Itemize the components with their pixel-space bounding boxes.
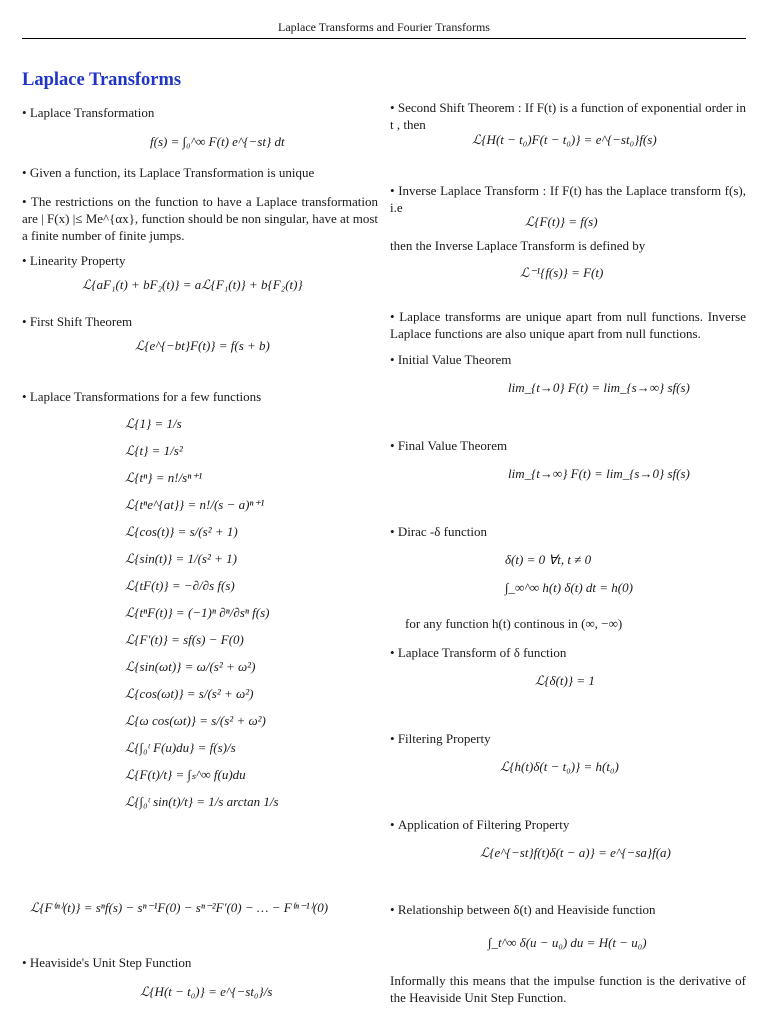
transform-row: ℒ{∫₀ᵗ sin(t)/t} = 1/s arctan 1/s bbox=[125, 794, 279, 809]
transform-row: ℒ{ω cos(ωt)} = s/(s² + ω²) bbox=[125, 713, 266, 728]
item-inverse: • Inverse Laplace Transform : If F(t) has the Laplace transform f(s), i.e bbox=[390, 182, 746, 216]
transform-row: ℒ{F′(t)} = sf(s) − F(0) bbox=[125, 632, 244, 647]
transform-row: ℒ{tF(t)} = −∂/∂s f(s) bbox=[125, 578, 235, 593]
transform-row: ℒ{cos(ωt)} = s/(s² + ω²) bbox=[125, 686, 254, 701]
item-laplace-transformation: • Laplace Transformation bbox=[22, 104, 154, 121]
eq-dirac-2: ∫_∞^∞ h(t) δ(t) dt = h(0) bbox=[505, 580, 633, 595]
item-linearity: • Linearity Property bbox=[22, 252, 125, 269]
transform-list bbox=[125, 410, 279, 815]
eq-inverse-2: ℒ⁻¹{f(s)} = F(t) bbox=[520, 265, 604, 280]
item-initial-value: • Initial Value Theorem bbox=[390, 351, 511, 368]
item-dirac-note: for any function h(t) continous in (∞, −∞) bbox=[405, 616, 623, 631]
transform-row: ℒ{t} = 1/s² bbox=[125, 443, 183, 458]
eq-initial-value: lim_{t→0} F(t) = lim_{s→∞} sf(s) bbox=[508, 380, 690, 395]
item-first-shift: • First Shift Theorem bbox=[22, 313, 132, 330]
eq-nth-derivative: ℒ{F⁽ⁿ⁾(t)} = sⁿf(s) − sⁿ⁻¹F(0) − sⁿ⁻²F′(0) − … − F⁽ⁿ⁻¹⁾(0) bbox=[30, 900, 329, 915]
running-head: Laplace Transforms and Fourier Transforms bbox=[278, 20, 490, 34]
section-title: Laplace Transforms bbox=[22, 70, 182, 90]
item-informally: Informally this means that the impulse function is the derivative of the Heaviside Unit Step Function. bbox=[390, 973, 746, 1005]
eq-app-filtering: ℒ{e^{−st}f(t)δ(t − a)} = e^{−sa}f(a) bbox=[480, 845, 671, 860]
eq-heaviside: ℒ{H(t − t₀)} = e^{−st₀}/s bbox=[140, 984, 273, 999]
item-inverse-then: then the Inverse Laplace Transform is defined by bbox=[390, 238, 646, 253]
item-filtering: • Filtering Property bbox=[390, 730, 491, 747]
transform-row: ℒ{tⁿ} = n!/sⁿ⁺¹ bbox=[125, 470, 203, 485]
item-dirac: • Dirac -δ function bbox=[390, 523, 487, 540]
eq-laplace-definition: f(s) = ∫₀^∞ F(t) e^{−st} dt bbox=[150, 134, 285, 149]
item-restrictions: • The restrictions on the function to have a Laplace transformation are | F(x) |≤ Me^{αx}, function should be non singular, have at most a finite number of finite jumps. bbox=[22, 193, 378, 244]
item-unique-null: • Laplace transforms are unique apart from null functions. Inverse Laplace functions are also unique apart from null functions. bbox=[390, 308, 746, 342]
eq-filtering: ℒ{h(t)δ(t − t₀)} = h(t₀) bbox=[500, 759, 619, 774]
transform-row: ℒ{∫₀ᵗ F(u)du} = f(s)/s bbox=[125, 740, 236, 755]
item-second-shift: • Second Shift Theorem : If F(t) is a function of exponential order in t , then bbox=[390, 99, 746, 133]
item-laplace-delta: • Laplace Transform of δ function bbox=[390, 644, 566, 661]
eq-inverse-1: ℒ{F(t)} = f(s) bbox=[525, 214, 598, 229]
transform-row: ℒ{1} = 1/s bbox=[125, 416, 182, 431]
header-rule bbox=[22, 38, 746, 39]
item-heaviside: • Heaviside's Unit Step Function bbox=[22, 954, 191, 971]
eq-first-shift: ℒ{e^{−bt}F(t)} = f(s + b) bbox=[135, 338, 270, 353]
transform-row: ℒ{sin(t)} = 1/(s² + 1) bbox=[125, 551, 237, 566]
eq-second-shift: ℒ{H(t − t₀)F(t − t₀)} = e^{−st₀}f(s) bbox=[472, 132, 657, 147]
transform-row: ℒ{tⁿF(t)} = (−1)ⁿ ∂ⁿ/∂sⁿ f(s) bbox=[125, 605, 270, 620]
eq-dirac-1: δ(t) = 0 ∀t, t ≠ 0 bbox=[505, 552, 592, 567]
transform-row: ℒ{tⁿe^{at}} = n!/(s − a)ⁿ⁺¹ bbox=[125, 497, 265, 512]
item-app-filtering: • Application of Filtering Property bbox=[390, 816, 569, 833]
eq-relationship: ∫_t^∞ δ(u − u₀) du = H(t − u₀) bbox=[488, 935, 647, 950]
transform-row: ℒ{cos(t)} = s/(s² + 1) bbox=[125, 524, 238, 539]
item-final-value: • Final Value Theorem bbox=[390, 437, 507, 454]
item-unique: • Given a function, its Laplace Transformation is unique bbox=[22, 164, 314, 181]
eq-linearity: ℒ{aF₁(t) + bF₂(t)} = aℒ{F₁(t)} + b{F₂(t)} bbox=[82, 277, 303, 292]
eq-final-value: lim_{t→∞} F(t) = lim_{s→0} sf(s) bbox=[508, 466, 690, 481]
item-relationship: • Relationship between δ(t) and Heaviside function bbox=[390, 901, 656, 918]
eq-laplace-delta: ℒ{δ(t)} = 1 bbox=[535, 673, 595, 688]
item-few-functions: • Laplace Transformations for a few functions bbox=[22, 388, 261, 405]
transform-row: ℒ{sin(ωt)} = ω/(s² + ω²) bbox=[125, 659, 256, 674]
transform-row: ℒ{F(t)/t} = ∫ₛ^∞ f(u)du bbox=[125, 767, 246, 782]
